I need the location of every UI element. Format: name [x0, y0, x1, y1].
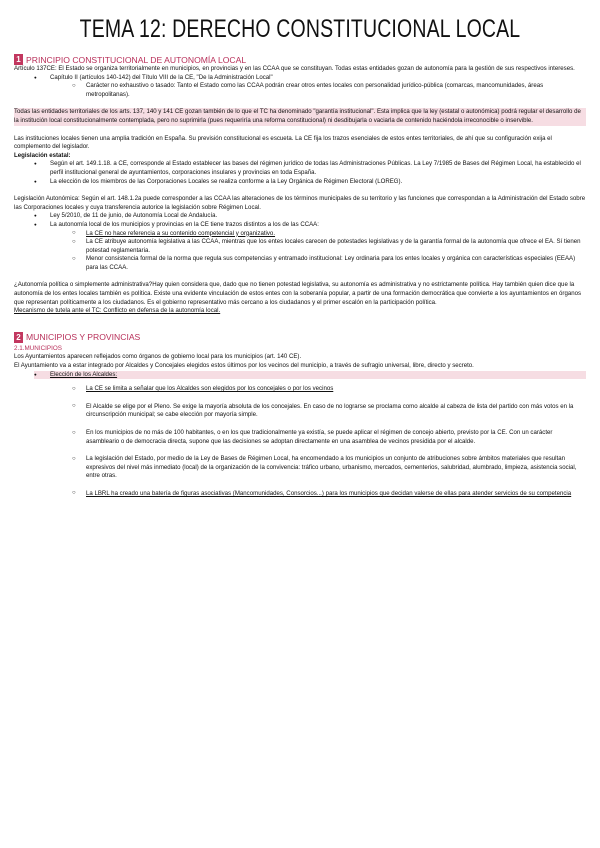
- sub-bullet-text: ○ La CE atribuye autonomía legislativa a las CCAA, mientras que los entes locales carecen de potestades legislativas y de la garantía formal de la autonomía que ofrece el EA. Sí tienen potestad reglamentaria.: [86, 238, 581, 254]
- bullet-text: ● Capítulo II (artículos 140-142) del Título VIII de la CE, "De la Administración Local": [50, 73, 273, 81]
- sub-bullet-item: [14, 230, 586, 239]
- bullet-item: [14, 371, 586, 380]
- bullet-item: [14, 221, 586, 230]
- sub-bullet-item: [14, 490, 586, 499]
- bullet-text: ● Según el art. 149.1.18. a CE, corresponde al Estado establecer las bases del régimen jurídico de todas las Administraciones Públicas. La Ley 7/1985 de Bases del Régimen Local, ha establecido el perfil institucional general de ayuntamientos, corporaciones insulares y provincias en toda España.: [50, 160, 581, 176]
- section-number: 2: [14, 332, 23, 343]
- sub-bullet-text: ○ La CE se limita a señalar que los Alcaldes son elegidos por los concejales o por los vecinos: [86, 385, 334, 393]
- sub-bullet-item: [14, 385, 586, 394]
- sub-bullet-text: ○ La legislación del Estado, por medio de la Ley de Bases de Régimen Local, ha encomendado a los municipios un conjunto de atribuciones sobre ámbitos materiales que resultan expresivos del nivel más inmediato (local) de la organización de la convivencia: tráfico urbano, urbanismo, mercados, cementerios, salubridad, alumbrado, limpieza, asistencia social, entre otras.: [86, 455, 577, 480]
- sub-bullet-text: ○ En los municipios de no más de 100 habitantes, o en los que tradicionalmente ya existía, se puede aplicar el régimen de concejo abierto, previsto por la CE. Con un carácter asambleario o de democracia directa, supone que las decisiones se adoptan directamente en una asamblea de vecinos presidida por el alcalde.: [86, 429, 553, 445]
- section-1-heading: [14, 54, 586, 65]
- paragraph: Mecanismo de tutela ante el TC: Conflicto en defensa de la autonomía local.: [14, 307, 221, 315]
- bullet-item: [14, 212, 586, 221]
- sub-bullet-item: [14, 403, 586, 420]
- sub-bullet-text: ○ Carácter no exhaustivo o tasado: Tanto el Estado como las CCAA podrán crear otros entes locales con personalidad jurídico-pública (comarcas, mancomunidades, áreas metropolitanas).: [86, 82, 544, 98]
- section-number: 1: [14, 54, 23, 65]
- bullet-item: [14, 160, 586, 177]
- paragraph: Artículo 137CE: El Estado se organiza territorialmente en municipios, en provincias y en las CCAA que se constituyan. Todas estas entidades gozan de autonomía para la gestión de sus respectivos intereses.: [14, 65, 575, 72]
- bullet-item: [14, 74, 586, 83]
- paragraph: Legislación Autonómica: Según el art. 148.1.2a puede corresponder a las CCAA las alteraciones de los términos municipales de su territorio y las funciones que correspondan a la Administración del Estado sobre las Corporaciones locales y cuya transferencia autorice la legislación sobre Régimen Local.: [14, 195, 586, 211]
- paragraph-heading: Legislación estatal:: [14, 151, 71, 159]
- sub-bullet-text: ○ La LBRL ha creado una batería de figuras asociativas (Mancomunidades, Consorcios...) para los municipios que decidan valerse de ellas para atender servicios de su competencia: [86, 489, 572, 497]
- paragraph: ¿Autonomía política o simplemente administrativa?Hay quien considera que, dado que no tienen potestad legislativa, su autonomía es administrativa y no estrictamente política. Hay también quien dice que la autonomía de los entes locales también es política. Existe una evidente vinculación de estos entes con la soberanía popular, a partir de una formación democrática que convierte a los ayuntamientos en órganos que representan políticamente a los ciudadanos. Es el gobierno representativo más cercano a los ciudadanos y el primer escalón en la participación política.: [14, 281, 582, 306]
- paragraph: Los Ayuntamientos aparecen reflejados como órganos de gobierno local para los municipios (art. 140 CE).: [14, 353, 302, 361]
- bullet-item: [14, 178, 586, 187]
- sub-bullet-item: [14, 455, 586, 481]
- highlighted-paragraph: Todas las entidades territoriales de los arts. 137, 140 y 141 CE gozan también de lo que el TC ha denominado "garantía institucional". Esta implica que la ley (estatal o autonómica) podrá regular el desarrollo de la institución local constitucionalmente contemplada, pero no suprimirla (pues requeriría una reforma constitucional) ni desdibujarla o vaciarla de contenido haciéndola irreconocible o inservible.: [14, 108, 586, 125]
- paragraph: Las instituciones locales tienen una amplia tradición en España. Su previsión constitucional es escueta. La CE fija los trazos esenciales de estos entes territoriales, de ahí que su configuración exija el complemento del legislador.: [14, 134, 552, 151]
- bullet-text: ● Ley 5/2010, de 11 de junio, de Autonomía Local de Andalucía.: [50, 212, 218, 220]
- section-title: MUNICIPIOS Y PROVINCIAS: [26, 332, 141, 343]
- section-2-heading: [14, 332, 586, 343]
- bullet-text: ● Elección de los Alcaldes:: [34, 371, 586, 380]
- bullet-text: ● La autonomía local de los municipios y provincias en la CE tiene trazos distintos a los de las CCAA:: [50, 220, 319, 228]
- sub-bullet-item: [14, 238, 586, 255]
- sub-bullet-item: [14, 255, 586, 272]
- sub-bullet-text: ○ La CE no hace referencia a su contenido competencial y organizativo.: [86, 229, 276, 237]
- document-page: [14, 14, 586, 499]
- section-title: PRINCIPIO CONSTITUCIONAL DE AUTONOMÍA LOCAL: [26, 54, 247, 65]
- sub-bullet-text: ○ El Alcalde se elige por el Pleno. Se exige la mayoría absoluta de los concejales. En caso de no lograrse se proclama como alcalde al cabeza de lista del partido con más votos en la circunscripción municipal; se cabe elección por mayoría simple.: [86, 402, 574, 419]
- sub-bullet-item: [14, 429, 586, 446]
- paragraph: El Ayuntamiento va a estar integrado por Alcaldes y Concejales elegidos estos últimos por los vecinos del municipio, a través de sufragio universal, libre, directo y secreto.: [14, 362, 474, 370]
- page-title: TEMA 12: DERECHO CONSTITUCIONAL LOCAL: [79, 15, 521, 43]
- subsection-title: 2.1.MUNICIPIOS: [14, 344, 62, 352]
- sub-bullet-text: ○ Menor consistencia formal de la norma que regula sus competencias y entramado institucional: Ley ordinaria para los entes locales y orgánica con características especiales (EEAA) para las CCAA.: [86, 255, 576, 271]
- bullet-text: ● La elección de los miembros de las Corporaciones Locales se realiza conforme a la Ley Orgánica de Régimen Electoral (LOREG).: [50, 177, 403, 185]
- sub-bullet-item: [14, 82, 586, 99]
